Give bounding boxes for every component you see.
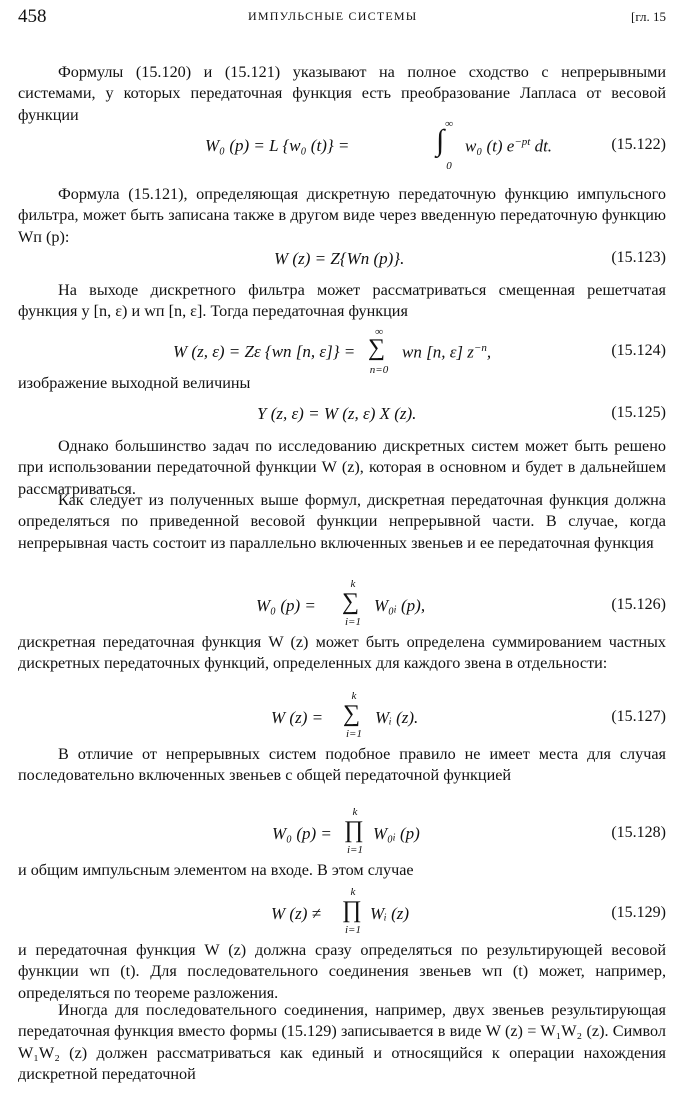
eq124-exponent: −n — [473, 342, 487, 354]
eq124-upper-limit: ∞ — [375, 326, 383, 338]
eq127-lower-limit: i=1 — [346, 728, 362, 740]
eq128-rhs: W₀ᵢ (p) — [373, 824, 420, 843]
eq122-exponent: −pt — [514, 136, 531, 148]
equation-15-126 — [18, 578, 666, 630]
eq122-number: (15.122) — [611, 136, 666, 153]
eq128-lower-limit: i=1 — [347, 844, 363, 856]
equation-15-123 — [18, 249, 666, 273]
paragraph-8: В отличие от непрерывных систем подобное правило не имеет места для случая последовательно включенных звеньев с общей передаточной функцией — [18, 745, 666, 785]
equation-15-129 — [18, 886, 666, 938]
equation-15-128 — [18, 806, 666, 858]
eq124-number: (15.124) — [611, 342, 666, 359]
eq129-lower-limit: i=1 — [345, 924, 361, 936]
eq127-lhs: W (z) = — [271, 708, 324, 727]
equation-15-127 — [18, 690, 666, 742]
eq126-lower-limit: i=1 — [345, 616, 361, 628]
eq122-lhs: W₀ (p) = L {w₀ (t)} = — [205, 136, 350, 155]
eq126-lhs: W₀ (p) = — [256, 596, 316, 615]
eq122-rhs: w₀ (t) e — [465, 136, 515, 156]
running-title: ИМПУЛЬСНЫЕ СИСТЕМЫ — [248, 9, 418, 23]
page-number: 458 — [18, 6, 47, 27]
paragraph-5: Однако большинство задач по исследованию дискретных систем может быть решено при использовании передаточной функции W (z), которая в основном и будет в дальнейшем рассматриваться. — [18, 437, 666, 498]
chapter-label: [гл. 15 — [631, 9, 666, 24]
eq127-number: (15.127) — [611, 708, 666, 725]
paragraph-9: и общим импульсным элементом на входе. В этом случае — [18, 861, 414, 879]
eq126-upper-limit: k — [350, 578, 356, 590]
integral-sign: ∫ — [436, 124, 445, 157]
sum-sign: ∑ — [343, 701, 361, 727]
paragraph-2: Формула (15.121), определяющая дискретную передаточную функцию импульсного фильтра, может быть записана также в другом виде через введенную передаточную функцию Wп (p): — [18, 185, 666, 246]
eq129-number: (15.129) — [611, 904, 666, 921]
eq127-rhs: Wᵢ (z). — [375, 708, 419, 727]
eq126-number: (15.126) — [611, 596, 666, 613]
equation-15-125 — [18, 404, 666, 428]
sum-sign: ∑ — [342, 589, 360, 615]
eq124-rhs: wп [n, ε] z — [402, 342, 474, 362]
eq124-tail: , — [486, 342, 492, 362]
paragraph-10: и передаточная функция W (z) должна сразу определяться по результирующей весовой функции wп (t). Для последовательного соединения звеньев wп (t) может, например, определяться по теореме разложения. — [18, 941, 666, 1002]
eq122-tail: dt. — [530, 136, 553, 156]
eq122-upper-limit: ∞ — [445, 118, 453, 130]
paragraph-11: Иногда для последовательного соединения, например, двух звеньев результирующая передаточная функция вместо формы (15.129) записывается в виде W (z) = W₁W₂ (z). Символ W₁W₂ (z) должен рассматриваться как единый и относящийся к операции нахождения дискретной передаточной — [18, 1001, 666, 1084]
eq123-body: W (z) = Z{Wп (p)}. — [274, 249, 405, 268]
page-header — [18, 6, 666, 32]
eq129-upper-limit: k — [350, 886, 356, 898]
paragraph-3: На выходе дискретного фильтра может рассматриваться смещенная решетчатая функция y [n, ε) и wп [n, ε]. Тогда передаточная функция — [18, 281, 666, 321]
eq128-lhs: W₀ (p) = — [272, 824, 332, 843]
paragraph-7: дискретная передаточная функция W (z) может быть определена суммированием частных дискретных передаточных функций, определенных для каждого звена в отдельности: — [18, 633, 666, 673]
product-sign: ∏ — [342, 897, 362, 923]
eq125-number: (15.125) — [611, 404, 666, 421]
eq129-lhs: W (z) ≠ — [271, 904, 321, 923]
sum-sign: ∑ — [368, 335, 386, 361]
eq125-body: Y (z, ε) = W (z, ε) X (z). — [257, 404, 417, 423]
equation-15-124 — [18, 326, 666, 376]
eq124-lhs: W (z, ε) = Zε {wп [n, ε]} = — [173, 342, 356, 361]
paragraph-6: Как следует из полученных выше формул, дискретная передаточная функция должна определяться по приведенной весовой функции непрерывной части. В случае, когда непрерывная часть состоит из параллельно включенных звеньев и ее передаточная функция — [18, 491, 666, 552]
eq127-upper-limit: k — [351, 690, 357, 702]
eq126-rhs: W₀ᵢ (p), — [374, 596, 426, 615]
eq123-number: (15.123) — [611, 249, 666, 266]
eq128-number: (15.128) — [611, 824, 666, 841]
paragraph-1: Формулы (15.120) и (15.121) указывают на полное сходство с непрерывными системами, у которых передаточная функция есть преобразование Лапласа от весовой функции — [18, 63, 666, 124]
eq122-lower-limit: 0 — [446, 160, 452, 172]
product-sign: ∏ — [344, 817, 364, 843]
eq129-rhs: Wᵢ (z) — [370, 904, 410, 923]
equation-15-122 — [18, 118, 666, 174]
paragraph-4: изображение выходной величины — [18, 374, 251, 392]
eq128-upper-limit: k — [352, 806, 358, 818]
eq124-lower-limit: n=0 — [369, 364, 389, 376]
